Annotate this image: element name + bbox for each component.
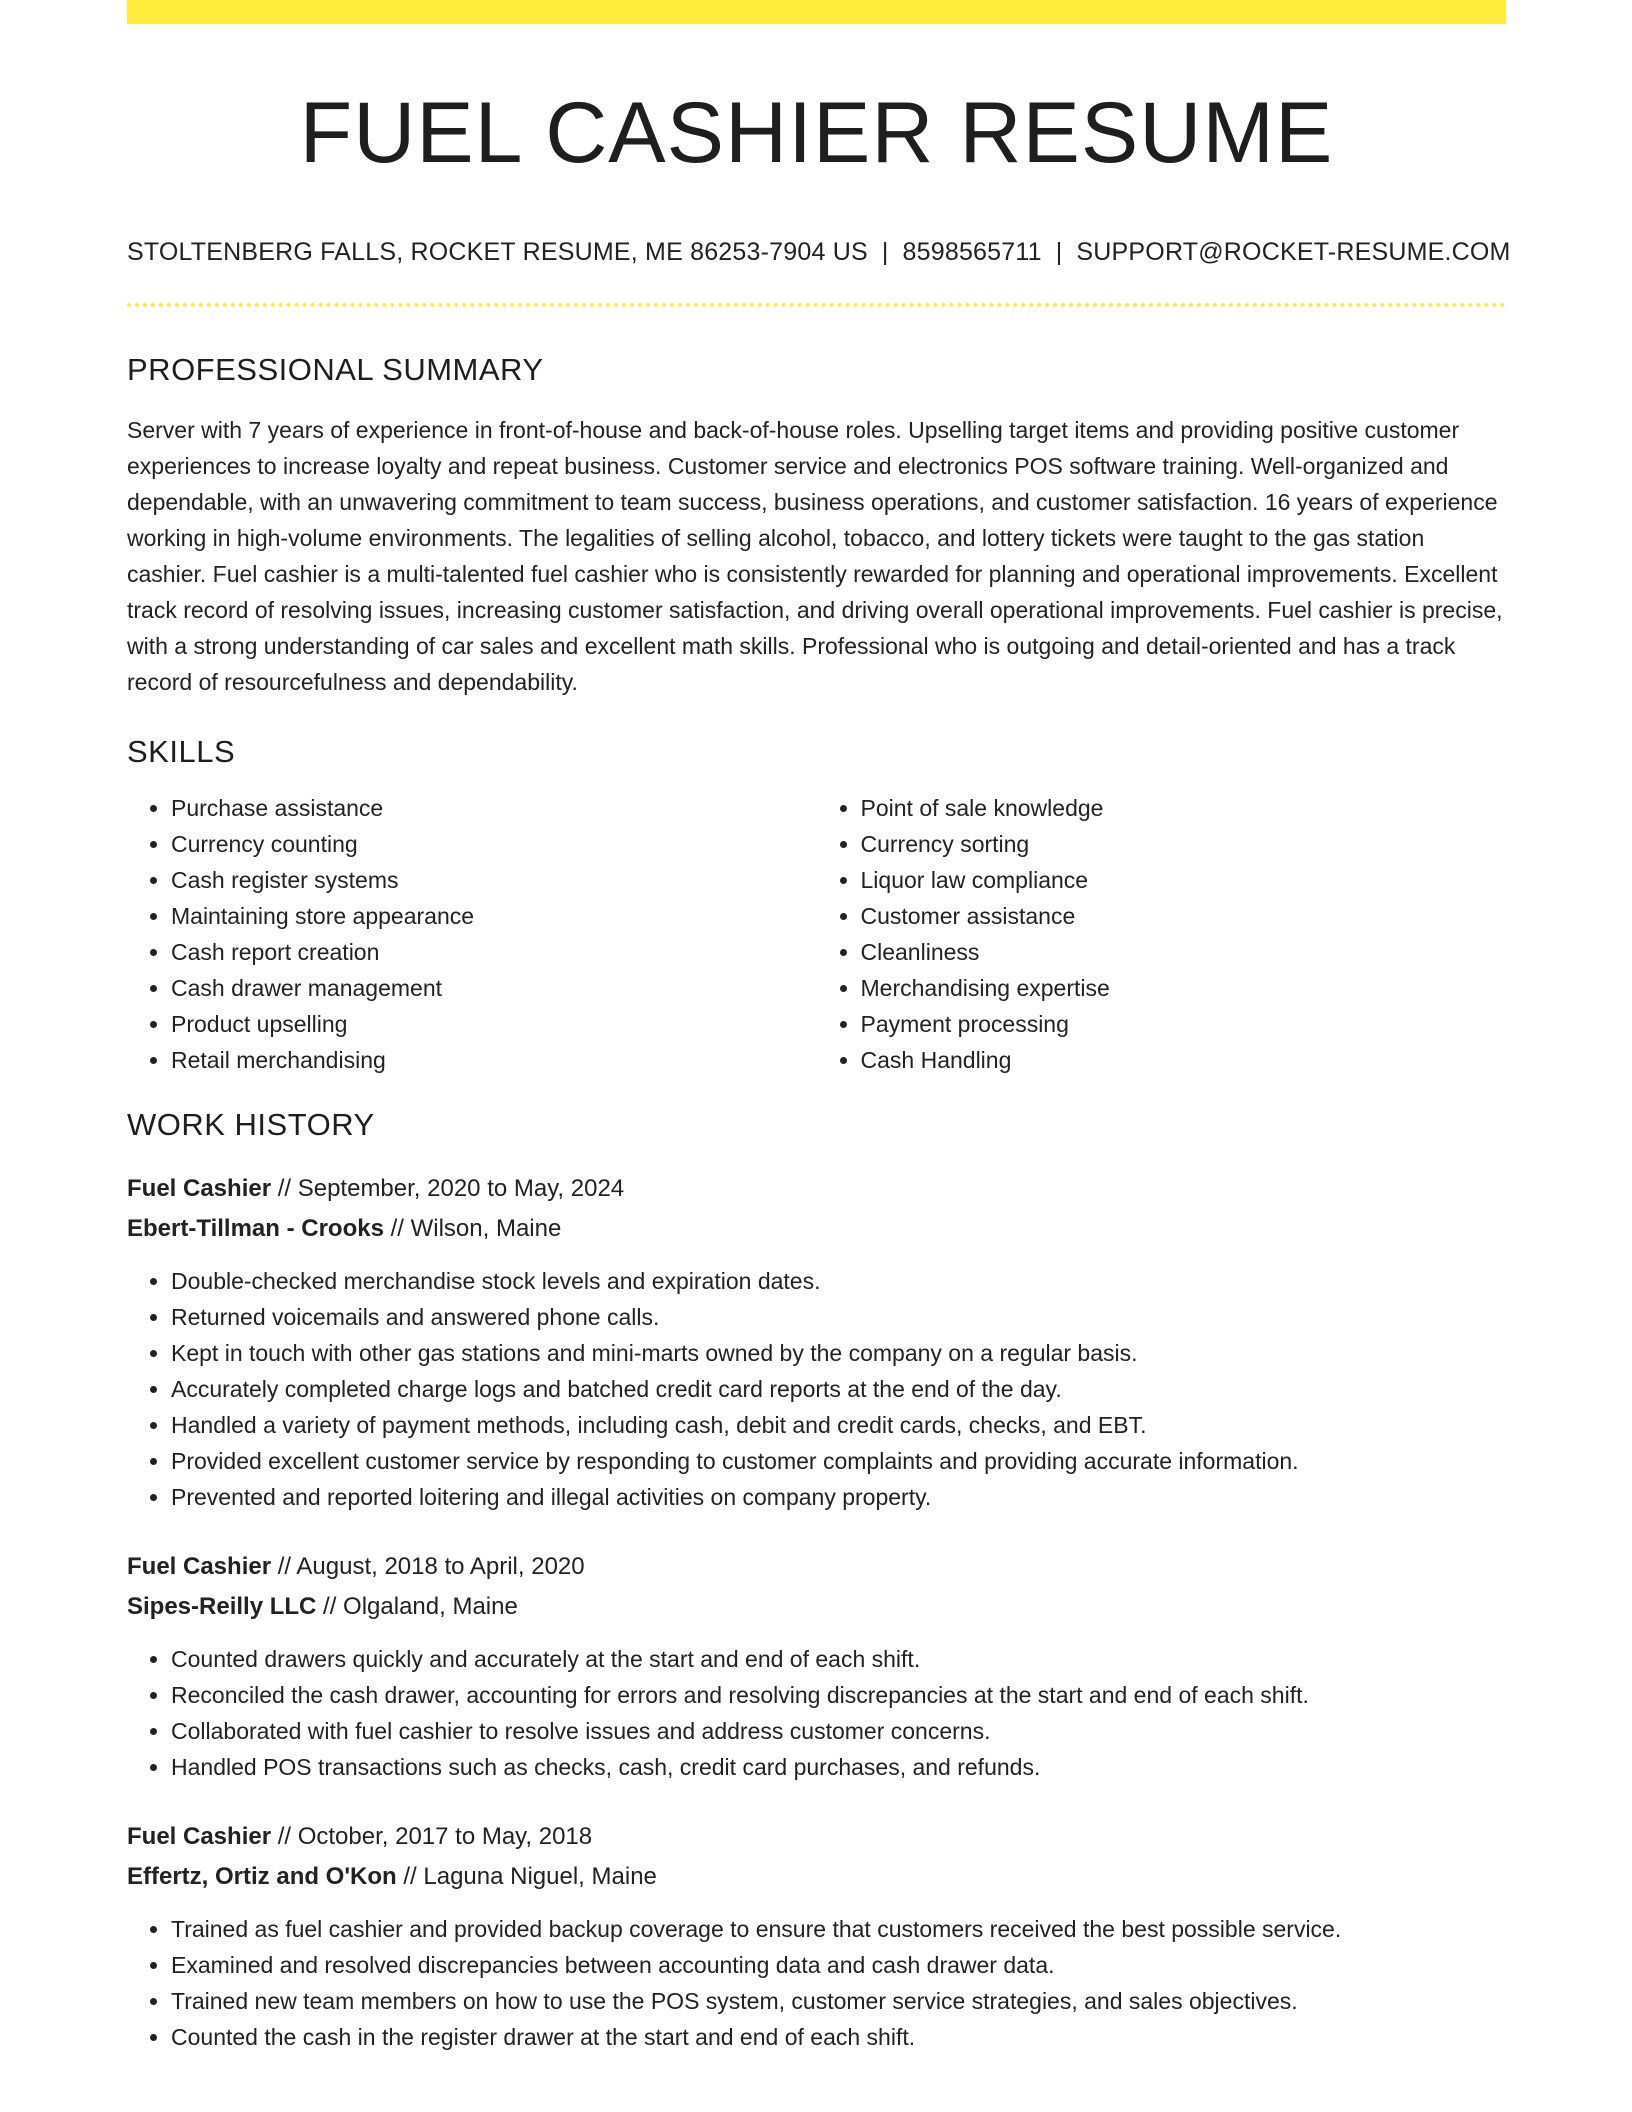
job-bullet: • Accurately completed charge logs and batched credit card reports at the end of the day. — [171, 1371, 1506, 1407]
job-company-line — [127, 1209, 1506, 1249]
skill-item: • Cash register systems — [171, 862, 817, 898]
contact-phone[interactable]: 8598565711 — [902, 237, 1042, 266]
skill-item: • Cash report creation — [171, 934, 817, 970]
job-title: Fuel Cashier — [127, 1823, 272, 1851]
job-location: // Olgaland, Maine — [316, 1593, 518, 1621]
job-bullet: • Handled a variety of payment methods, including cash, debit and credit cards, checks, and EBT. — [171, 1407, 1506, 1443]
job-bullets — [127, 1641, 1506, 1785]
skill-item: • Maintaining store appearance — [171, 898, 817, 934]
job-company: Sipes-Reilly LLC — [127, 1593, 317, 1621]
job-company-line — [127, 1857, 1506, 1897]
contact-separator: | — [1055, 237, 1063, 266]
job-title-line — [127, 1547, 1506, 1587]
skill-item: • Cash drawer management — [171, 970, 817, 1006]
skill-item: • Purchase assistance — [171, 790, 817, 826]
work-history-heading: WORK HISTORY — [127, 1106, 375, 1142]
skill-item: • Cleanliness — [861, 934, 1507, 970]
job-bullets — [127, 1263, 1506, 1515]
skill-item: • Payment processing — [861, 1006, 1507, 1042]
job-bullet: • Counted the cash in the register drawer at the start and end of each shift. — [171, 2019, 1506, 2055]
skill-item: • Liquor law compliance — [861, 862, 1507, 898]
summary-heading: PROFESSIONAL SUMMARY — [127, 351, 544, 387]
contact-line — [127, 237, 1511, 267]
skill-item: • Retail merchandising — [171, 1042, 817, 1078]
summary-text: Server with 7 years of experience in front-of-house and back-of-house roles. Upselling target items and providing positive customer experiences to increase loyalty and repeat business. Customer service and electronics POS software training. Well-organized and dependable, with an unwavering commitment to team success, business operations, and customer satisfaction. 16 years of experience working in high-volume environments. The legalities of selling alcohol, tobacco, and lottery tickets were taught to the gas station cashier. Fuel cashier is a multi-talented fuel cashier who is consistently rewarded for planning and operational improvements. Excellent track record of resolving issues, increasing customer satisfaction, and driving overall operational improvements. Fuel cashier is precise, with a strong understanding of car sales and excellent math skills. Professional who is outgoing and detail-oriented and has a track record of resourcefulness and dependability. — [127, 416, 1503, 695]
job-bullet: • Trained new team members on how to use the POS system, customer service strategies, and sales objectives. — [171, 1983, 1506, 2019]
skill-item: • Cash Handling — [861, 1042, 1507, 1078]
skills-column-right — [817, 790, 1507, 1078]
skill-item: • Customer assistance — [861, 898, 1507, 934]
job-title-line — [127, 1169, 1506, 1209]
skill-item: • Product upselling — [171, 1006, 817, 1042]
skill-item: • Point of sale knowledge — [861, 790, 1507, 826]
job-dates: // September, 2020 to May, 2024 — [271, 1175, 625, 1203]
skills-heading: SKILLS — [127, 733, 236, 769]
skill-item: • Merchandising expertise — [861, 970, 1507, 1006]
contact-separator: | — [881, 237, 889, 266]
skills-list — [127, 790, 1506, 1078]
job-bullet: • Collaborated with fuel cashier to resolve issues and address customer concerns. — [171, 1713, 1506, 1749]
job-bullet: • Kept in touch with other gas stations and mini-marts owned by the company on a regular basis. — [171, 1335, 1506, 1371]
skills-column-left — [127, 790, 817, 1078]
job-title-line — [127, 1817, 1506, 1857]
job-bullet: • Handled POS transactions such as checks, cash, credit card purchases, and refunds. — [171, 1749, 1506, 1785]
job-entry — [127, 1547, 1506, 1785]
job-entry — [127, 1169, 1506, 1515]
job-bullet: • Examined and resolved discrepancies between accounting data and cash drawer data. — [171, 1947, 1506, 1983]
job-bullet: • Trained as fuel cashier and provided backup coverage to ensure that customers received the best possible service. — [171, 1911, 1506, 1947]
job-entry — [127, 1817, 1506, 2055]
skill-item: • Currency sorting — [861, 826, 1507, 862]
job-title: Fuel Cashier — [127, 1175, 272, 1203]
job-title: Fuel Cashier — [127, 1553, 272, 1581]
job-bullet: • Prevented and reported loitering and illegal activities on company property. — [171, 1479, 1506, 1515]
job-company-line — [127, 1587, 1506, 1627]
accent-top-bar — [127, 0, 1506, 24]
job-dates: // August, 2018 to April, 2020 — [271, 1553, 585, 1581]
contact-address: STOLTENBERG FALLS, ROCKET RESUME, ME 86253-7904 US — [127, 237, 868, 266]
resume-title: FUEL CASHIER RESUME — [299, 85, 1334, 181]
job-company: Effertz, Ortiz and O'Kon — [127, 1863, 397, 1891]
job-location: // Laguna Niguel, Maine — [396, 1863, 657, 1891]
job-bullet: • Double-checked merchandise stock levels and expiration dates. — [171, 1263, 1506, 1299]
job-bullet: • Counted drawers quickly and accurately at the start and end of each shift. — [171, 1641, 1506, 1677]
dotted-divider — [127, 303, 1506, 307]
job-bullet: • Returned voicemails and answered phone calls. — [171, 1299, 1506, 1335]
job-location: // Wilson, Maine — [383, 1215, 562, 1243]
job-bullets — [127, 1911, 1506, 2055]
job-bullet: • Reconciled the cash drawer, accounting for errors and resolving discrepancies at the start and end of each shift. — [171, 1677, 1506, 1713]
contact-email[interactable]: SUPPORT@ROCKET-RESUME.COM — [1076, 237, 1511, 266]
job-company: Ebert-Tillman - Crooks — [127, 1215, 384, 1243]
skill-item: • Currency counting — [171, 826, 817, 862]
resume-page — [127, 0, 1511, 2055]
job-dates: // October, 2017 to May, 2018 — [271, 1823, 593, 1851]
job-bullet: • Provided excellent customer service by responding to customer complaints and providing accurate information. — [171, 1443, 1506, 1479]
